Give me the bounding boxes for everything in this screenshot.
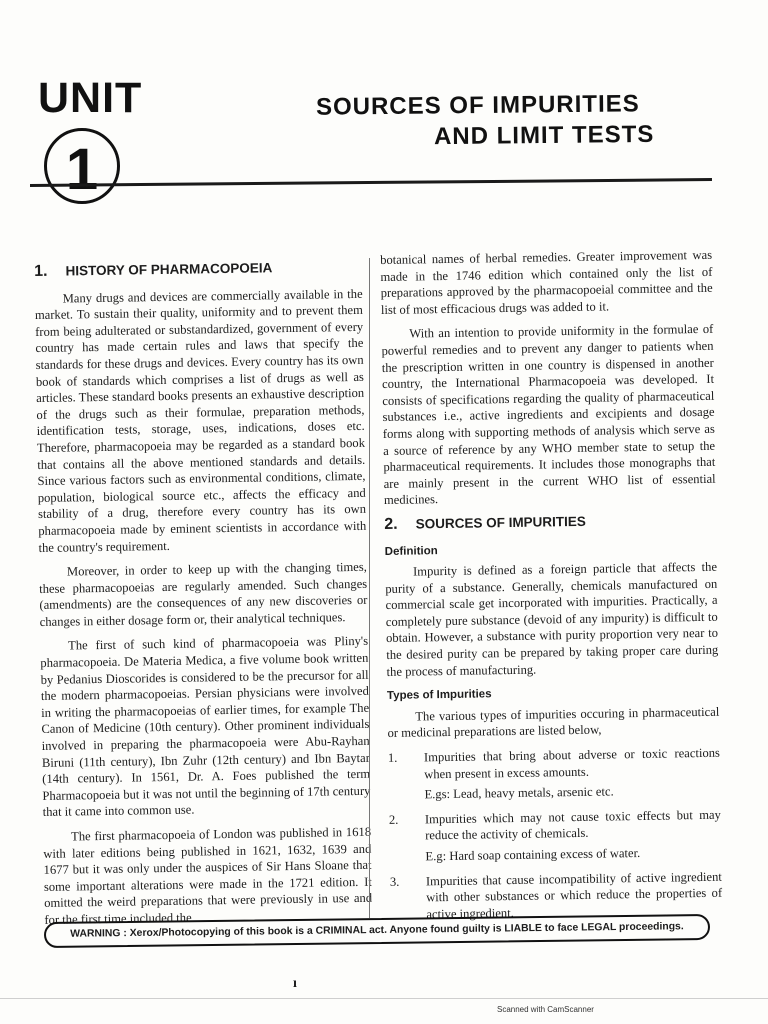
section-title: SOURCES OF IMPURITIES bbox=[415, 513, 586, 532]
list-number: 3. bbox=[389, 874, 400, 889]
paragraph-continued: botanical names of herbal remedies. Greater improvement was made in the 1746 edition which contained only the list of preparations approved by the pharmacopoeial committee and the list of most efficacious drugs was added to it. bbox=[380, 247, 713, 317]
paragraph: Many drugs and devices are commercially available in the market. To sustain their quality, uniformity and to prevent them from being adulterated or substandardized, government of every country has made certain rules and laws that specify the standards for these drugs and devices. Every country has its own book of standards which comprises a list of drugs as well as articles. These standard books presents an exhaustive description of the drugs such as their formulae, preparation methods, identification tests, storage, uses, indications, doses etc. Therefore, pharmacopoeia may be regarded as a standard book that contains all the above mentioned standards and details. Since various factors such as environmental conditions, climate, population, biological source etc., affects the efficacy and stability of a drug, therefore every country has its own pharmacopoeia made by eminent scientists in accordance with the country's requirement. bbox=[34, 286, 367, 555]
chapter-title-line-1: SOURCES OF IMPURITIES bbox=[315, 90, 640, 121]
scanner-watermark: Scanned with CamScanner bbox=[497, 1005, 594, 1014]
page-mark: ı bbox=[293, 976, 297, 991]
footer-rule bbox=[0, 998, 768, 999]
list-text: Impurities that bring about adverse or toxic reactions when present in excess amounts. bbox=[423, 745, 721, 781]
section-title: HISTORY OF PHARMACOPOEIA bbox=[65, 260, 273, 279]
list-item bbox=[389, 807, 721, 845]
list-number: 1. bbox=[387, 750, 398, 765]
unit-number: 1 bbox=[65, 137, 99, 202]
section-number: 2. bbox=[384, 515, 398, 533]
impurity-list bbox=[388, 745, 723, 924]
list-example: E.gs: Lead, heavy metals, arsenic etc. bbox=[424, 784, 614, 802]
column-divider bbox=[369, 258, 370, 918]
paragraph: The first of such kind of pharmacopoeia was Pliny's pharmacopoeia. De Materia Medica, a five volume book written by Pedanius Dioscorides is considered to be the precursor for all the modern pharmacopoeias. Persian physicians were involved in writing the pharmacopoeias of earlier times, for example The Canon of Medicine (10th century). Other prominent individuals involved in preparing the pharmacopoeia were Abu-Rayhan Biruni (11th century), Ibn Zuhr (12th century) and Ibn Baytar (14th century). In 1561, Dr. A. Foes published the term Pharmacopoeia but it was not until the beginning of 17th century that it came into common use. bbox=[40, 634, 371, 820]
types-heading: Types of Impurities bbox=[386, 688, 492, 703]
list-text: Impurities which may not cause toxic effects but may reduce the activity of chemicals. bbox=[424, 807, 721, 843]
unit-label: UNIT bbox=[38, 74, 143, 122]
paragraph: The first pharmacopoeia of London was published in 1618 with later editions being published in 1621, 1632, 1639 and 1677 but it was only under the auspices of Sir Hans Sloane that some important alterations were made in the 1721 edition. It omitted the weird preparations that were previously in use and for the first time included the bbox=[43, 824, 373, 927]
list-text: Impurities that cause incompatibility of active ingredient with other substances or which reduce the properties of active ingredient. bbox=[425, 869, 723, 922]
list-number: 2. bbox=[388, 812, 399, 827]
section-2-heading bbox=[384, 512, 716, 534]
chapter-title-line-2: AND LIMIT TESTS bbox=[433, 120, 655, 151]
copyright-warning-banner: WARNING : Xerox/Photocopying of this book is a CRIMINAL act. Anyone found guilty is LIABLE to face LEGAL proceedings. bbox=[44, 914, 710, 948]
list-example: E.g: Hard soap containing excess of water. bbox=[425, 845, 641, 864]
section-1-heading bbox=[34, 259, 362, 281]
paragraph: With an intention to provide uniformity in the formulae of powerful remedies and to prevent any danger to patients when the prescription written in one country is dispensed in another country, the International Pharmacopoeia was developed. It consists of specifications regarding the quality of pharmaceutical substances i.e., active ingredients and excipients and dosage forms along with supporting methods of analysis which serve as a source of reference by any WHO member state to setup the pharmaceutical requirements. It includes those monographs that are mainly present in the current WHO list of essential medicines. bbox=[381, 322, 716, 508]
section-number: 1. bbox=[34, 262, 48, 280]
list-item bbox=[388, 745, 720, 783]
paragraph: Moreover, in order to keep up with the changing times, these pharmacopoeias are regularly amended. Such changes (amendments) are the consequences of any new discoveries or changes in either dosage form or, their analytical techniques. bbox=[39, 559, 368, 629]
header-rule bbox=[30, 178, 712, 187]
definition-heading: Definition bbox=[384, 544, 438, 558]
left-column bbox=[34, 253, 373, 937]
paragraph: The various types of impurities occuring in pharmaceutical or medicinal preparations are listed below, bbox=[387, 704, 720, 741]
paragraph: Impurity is defined as a foreign particle that affects the purity of a substance. Generally, chemicals manufactured on commercial scale get incorporated with impurities. Practically, a completely pure substance (devoid of any impurity) is difficult to obtain. However, a substance with purity proportion very near to the desired purity can be prepared by taking proper care during the process of manufacturing. bbox=[385, 559, 719, 679]
right-column bbox=[380, 247, 723, 928]
